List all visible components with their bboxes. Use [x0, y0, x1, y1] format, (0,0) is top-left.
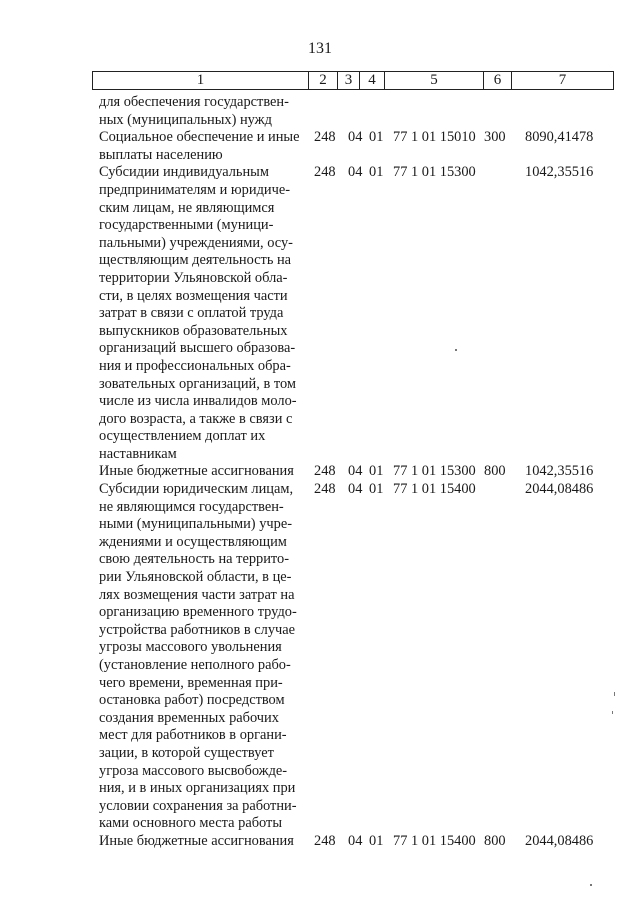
description-line: предпринимателям и юридиче- [99, 181, 291, 198]
description-line: Субсидии юридическим лицам, [99, 481, 294, 498]
scan-speck [614, 692, 615, 696]
code-col-6: 800 [484, 463, 506, 480]
description-line: условии сохранения за работни- [99, 797, 297, 814]
code-col-5: 77 1 01 15400 [393, 832, 476, 849]
scan-speck [612, 711, 613, 714]
column-header-5: 5 [385, 72, 484, 90]
scan-speck [590, 884, 592, 886]
code-col-5: 77 1 01 15400 [393, 481, 476, 498]
description-line: государственными (муници- [99, 217, 274, 234]
column-header-2: 2 [309, 72, 338, 90]
description-line: выплаты населению [99, 146, 223, 163]
description-line: ским лицам, не являющимся [99, 199, 275, 216]
description-line: наставникам [99, 445, 177, 462]
code-col-2: 248 [314, 129, 336, 146]
description-line: ками основного места работы [99, 815, 282, 832]
amount-col-7: 2044,08486 [525, 481, 594, 498]
description-line: устройства работников в случае [99, 621, 296, 638]
row-description [99, 129, 305, 164]
code-col-2: 248 [314, 832, 336, 849]
description-line: Иные бюджетные ассигнования [99, 463, 294, 480]
code-col-3: 04 [348, 832, 363, 849]
amount-col-7: 1042,35516 [525, 164, 594, 181]
description-line: Иные бюджетные ассигнования [99, 832, 294, 849]
description-line: ными (муниципальными) учре- [99, 516, 293, 533]
table-row [0, 164, 640, 463]
description-line: ния и профессиональных обра- [99, 357, 291, 374]
code-col-4: 01 [369, 481, 384, 498]
description-line: организацию временного трудо- [99, 604, 297, 621]
code-col-5: 77 1 01 15300 [393, 164, 476, 181]
description-line: не являющимся государствен- [99, 498, 284, 515]
code-col-2: 248 [314, 164, 336, 181]
description-line: выпускников образовательных [99, 322, 288, 339]
code-col-3: 04 [348, 463, 363, 480]
description-line: создания временных рабочих [99, 709, 279, 726]
description-line: рии Ульяновской области, в це- [99, 569, 292, 586]
amount-col-7: 2044,08486 [525, 832, 594, 849]
page-number: 131 [308, 40, 332, 57]
description-line: затрат в связи с оплатой труда [99, 305, 284, 322]
code-col-5: 77 1 01 15010 [393, 129, 476, 146]
description-line: свою деятельность на террито- [99, 551, 290, 568]
description-line: зации, в которой существует [99, 744, 274, 761]
column-header-6: 6 [484, 72, 512, 90]
description-line: зовательных организаций, в том [99, 375, 296, 392]
code-col-6: 800 [484, 832, 506, 849]
table-row [0, 833, 640, 851]
table-body [0, 94, 640, 851]
description-line: ных (муниципальных) нужд [99, 111, 272, 128]
description-line: Субсидии индивидуальным [99, 164, 269, 181]
amount-col-7: 8090,41478 [525, 129, 594, 146]
code-col-2: 248 [314, 481, 336, 498]
code-col-4: 01 [369, 164, 384, 181]
code-col-4: 01 [369, 463, 384, 480]
description-line: осуществлением доплат их [99, 428, 266, 445]
column-header-3: 3 [338, 72, 360, 90]
code-col-3: 04 [348, 164, 363, 181]
row-description [99, 94, 305, 129]
description-line: для обеспечения государствен- [99, 94, 289, 110]
code-col-3: 04 [348, 481, 363, 498]
description-line: ждениями и осуществляющим [99, 533, 287, 550]
column-header-1: 1 [93, 72, 309, 90]
row-description [99, 164, 305, 463]
row-description [99, 463, 305, 481]
amount-col-7: 1042,35516 [525, 463, 594, 480]
description-line: ния, и в иных организациях при [99, 780, 296, 797]
description-line: мест для работников в органи- [99, 727, 287, 744]
code-col-6: 300 [484, 129, 506, 146]
table-row [0, 481, 640, 833]
description-line: (установление неполного рабо- [99, 657, 291, 673]
description-line: пальными) учреждениями, осу- [99, 234, 293, 251]
table-row [0, 129, 640, 164]
description-line: числе из числа инвалидов моло- [99, 393, 297, 410]
scan-speck [455, 349, 457, 351]
description-line: чего времени, временная при- [99, 674, 283, 691]
description-line: угрозы массового увольнения [99, 639, 282, 656]
code-col-2: 248 [314, 463, 336, 480]
code-col-5: 77 1 01 15300 [393, 463, 476, 480]
description-line: угроза массового высвобожде- [99, 762, 288, 779]
table-row [0, 94, 640, 129]
description-line: сти, в целях возмещения части [99, 287, 288, 304]
description-line: остановка работ) посредством [99, 692, 285, 709]
column-header-table [92, 71, 614, 90]
code-col-4: 01 [369, 832, 384, 849]
row-description [99, 481, 305, 833]
description-line: организаций высшего образова- [99, 340, 296, 357]
code-col-3: 04 [348, 129, 363, 146]
description-line: ществляющим деятельность на [99, 252, 292, 269]
column-header-7: 7 [512, 72, 614, 90]
description-line: Социальное обеспечение и иные [99, 129, 300, 146]
table-row [0, 463, 640, 481]
code-col-4: 01 [369, 129, 384, 146]
column-header-row [93, 72, 614, 90]
row-description [99, 833, 305, 851]
description-line: дого возраста, а также в связи с [99, 410, 293, 427]
column-header-4: 4 [360, 72, 385, 90]
description-line: лях возмещения части затрат на [99, 586, 295, 603]
description-line: территории Ульяновской обла- [99, 269, 288, 286]
